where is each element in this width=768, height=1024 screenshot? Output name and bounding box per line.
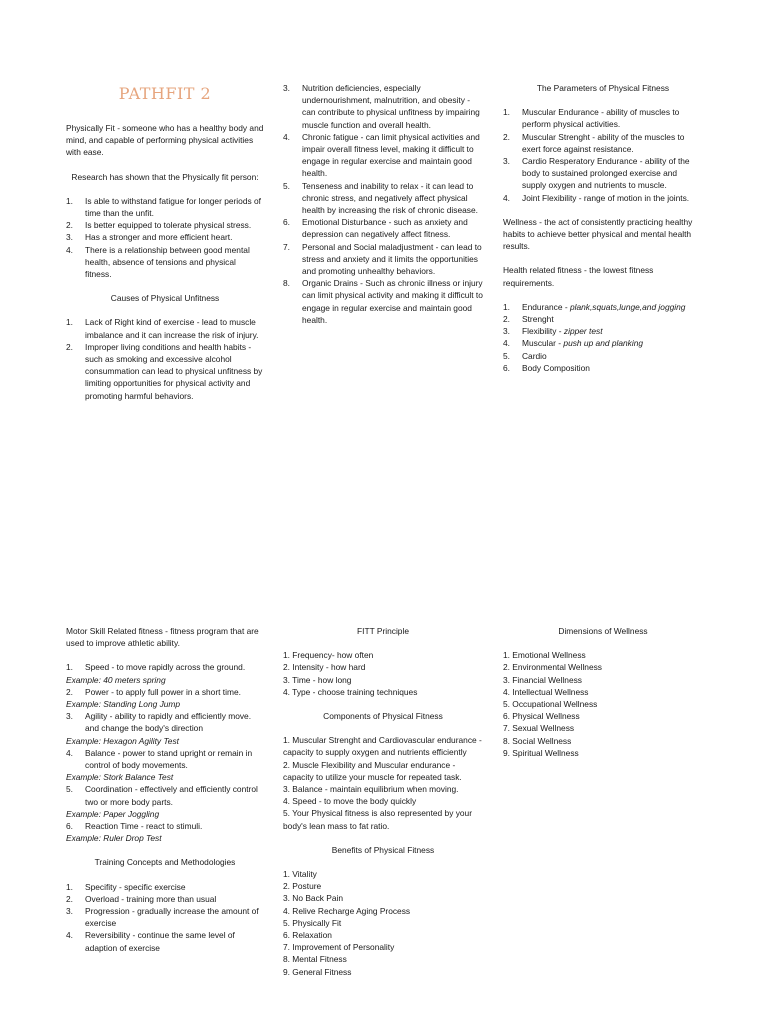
column-1: [66, 84, 264, 402]
motor-skill-list-part: [66, 783, 264, 807]
list-item: 1. Specifity - specific exercise: [66, 881, 186, 892]
list-item: 1. Endurance - plank,squats,lunge,and jogging: [503, 301, 686, 312]
example-text: Example: Ruler Drop Test: [66, 833, 162, 844]
column-4: [66, 625, 264, 954]
list-item: 3. Time - how long: [283, 674, 352, 685]
motor-skill-list-part: [66, 820, 264, 832]
research-heading: Research has shown that the Physically fit person:: [71, 171, 259, 182]
training-list: [66, 881, 264, 954]
list-item: 7. Personal and Social maladjustment - can lead to stress and anxiety and it limits the opportunities and promoting unhealthy behaviors.: [283, 241, 482, 277]
motor-skill-definition: Motor Skill Related fitness - fitness program that are used to improve athletic ability.: [66, 626, 259, 649]
list-item: 2. Strenght: [503, 314, 554, 325]
example-text: Example: Standing Long Jump: [66, 699, 181, 710]
list-item: 4. Reversibility - continue the same level of adaption of exercise: [66, 930, 235, 953]
example-text: Example: Stork Balance Test: [66, 772, 174, 783]
example-text: Example: Paper Joggling: [66, 808, 160, 819]
page-title: PATHFIT 2: [118, 84, 212, 103]
list-item: 2. Overload - training more than usual: [66, 893, 217, 904]
motor-skill-list: [66, 661, 264, 673]
list-item: 5. Cardio: [503, 350, 547, 361]
list-item: 3. Agility - ability to rapidly and efficiently move. and change the body's direction: [66, 711, 252, 734]
column-2: [283, 82, 483, 326]
list-item: 2. Intensity - how hard: [283, 662, 366, 673]
list-item: 2. Muscle Flexibility and Muscular endurance - capacity to utilize your muscle for repeated task.: [283, 759, 462, 782]
list-item: 4. Chronic fatigue - can limit physical activities and impair overall fitness level, making it difficult to engage in regular exercise and maintain good health.: [283, 131, 480, 179]
list-item: 4. Intellectual Wellness: [503, 686, 589, 697]
list-item: 2. Posture: [283, 881, 322, 892]
components-list: [283, 734, 483, 832]
list-item: 1. Muscular Endurance - ability of muscles to perform physical activities.: [503, 107, 680, 130]
list-item: 2. Improper living conditions and health habits - such as smoking and excessive alcohol consummation can lead to physical unfitness by limiting opportunities for physical activity and promoting harmful behaviors.: [66, 341, 263, 401]
health-related-definition: Health related fitness - the lowest fitness requirements.: [503, 265, 654, 288]
list-item: 3. Flexibility - zipper test: [503, 326, 603, 337]
list-item: 2. Power - to apply full power in a short time.: [66, 686, 241, 697]
list-item: 3. Has a stronger and more efficient heart.: [66, 232, 233, 243]
list-item: 1. Lack of Right kind of exercise - lead to muscle imbalance and it can increase the risk of injury.: [66, 317, 259, 340]
motor-skill-list-part: [66, 686, 264, 698]
list-item: 5. Coordination - effectively and efficiently control two or more body parts.: [66, 784, 258, 807]
causes-list: [66, 316, 264, 401]
list-item: 4. Speed - to move the body quickly: [283, 796, 417, 807]
physically-fit-definition: Physically Fit - someone who has a healthy body and mind, and capable of performing physical activities with ease.: [66, 123, 264, 158]
list-item: 6. Body Composition: [503, 362, 590, 373]
example-text: Example: Hexagon Agility Test: [66, 735, 179, 746]
list-item: 7. Sexual Wellness: [503, 723, 575, 734]
parameters-heading: The Parameters of Physical Fitness: [536, 83, 670, 93]
list-item: 4. Relive Recharge Aging Process: [283, 905, 411, 916]
list-item: 6. Emotional Disturbance - such as anxiety and depression can negatively affect fitness.: [283, 217, 468, 240]
list-item: 3. Financial Wellness: [503, 674, 582, 685]
list-item: 8. Social Wellness: [503, 735, 572, 746]
fitt-list: [283, 649, 483, 698]
example-text: Example: 40 meters spring: [66, 674, 166, 685]
list-item: 1. Speed - to move rapidly across the ground.: [66, 662, 246, 673]
list-item: 2. Environmental Wellness: [503, 662, 602, 673]
list-item: 1. Muscular Strenght and Cardiovascular endurance - capacity to supply oxygen and nutrients efficiently: [283, 735, 482, 758]
column-6: [503, 625, 703, 759]
list-item: 4. There is a relationship between good mental health, absence of tensions and physical fitness.: [66, 244, 250, 280]
list-item: 5. Tenseness and inability to relax - it can lead to chronic stress, and negatively affect physical health by increasing the risk of chronic disease.: [283, 180, 478, 216]
list-item: 6. Physical Wellness: [503, 711, 580, 722]
list-item: 1. Is able to withstand fatigue for longer periods of time than the unfit.: [66, 195, 261, 219]
list-item: 4. Balance - power to stand upright or remain in control of body movements.: [66, 747, 253, 771]
list-item: 4. Muscular - push up and planking: [503, 338, 644, 349]
list-item: 4. Type - choose training techniques: [283, 686, 418, 697]
list-item: 6. Relaxation: [283, 930, 332, 941]
list-item: 8. Organic Drains - Such as chronic illness or injury can limit physical activity and making it difficult to engage in regular exercise and maintain good health.: [283, 278, 483, 325]
list-item: 8. Mental Fitness: [283, 954, 347, 965]
parameters-list: [503, 106, 703, 204]
list-item: 6. Reaction Time - react to stimuli.: [66, 821, 203, 832]
research-list: [66, 195, 264, 280]
list-item: 9. General Fitness: [283, 966, 352, 977]
causes-list-continued: [283, 82, 483, 326]
health-related-list: [503, 301, 703, 374]
list-item: 2. Is better equipped to tolerate physical stress.: [66, 220, 252, 231]
list-item: 3. Progression - gradually increase the amount of exercise: [66, 906, 259, 929]
list-item: 2. Muscular Strenght - ability of the muscles to exert force against resistance.: [503, 131, 685, 154]
training-heading: Training Concepts and Methodologies: [94, 857, 236, 868]
benefits-list: [283, 868, 483, 978]
column-3: [503, 82, 703, 374]
list-item: 1. Emotional Wellness: [503, 650, 586, 661]
list-item: 3. No Back Pain: [283, 893, 344, 904]
list-item: 1. Vitality: [283, 869, 317, 880]
list-item: 3. Balance - maintain equilibrium when moving.: [283, 784, 459, 795]
list-item: 5. Physically Fit: [283, 917, 342, 928]
list-item: 9. Spiritual Wellness: [503, 747, 579, 758]
motor-skill-list-part: [66, 747, 264, 771]
list-item: 5. Your Physical fitness is also represented by your body's lean mass to fat ratio.: [283, 808, 473, 831]
dimensions-heading: Dimensions of Wellness: [558, 626, 648, 636]
column-5: [283, 625, 483, 978]
fitt-heading: FITT Principle: [357, 626, 409, 636]
dimensions-list: [503, 649, 703, 759]
causes-heading: Causes of Physical Unfitness: [110, 293, 220, 304]
list-item: 3. Cardio Resperatory Endurance - ability of the body to sustained prolonged exercise and supply oxygen and nutrients to muscle.: [503, 156, 690, 191]
list-item: 4. Joint Flexibility - range of motion in the joints.: [503, 192, 690, 203]
list-item: 7. Improvement of Personality: [283, 942, 395, 953]
components-heading: Components of Physical Fitness: [323, 711, 443, 722]
list-item: 3. Nutrition deficiencies, especially undernourishment, malnutrition, and obesity - can contribute to physical unfitness by impairing muscle function and overall health.: [283, 83, 480, 130]
motor-skill-list-part: [66, 710, 264, 734]
list-item: 1. Frequency- how often: [283, 650, 374, 661]
wellness-definition: Wellness - the act of consistently practicing healthy habits to achieve better physical and mental health results.: [503, 216, 693, 252]
list-item: 5. Occupational Wellness: [503, 699, 598, 710]
benefits-heading: Benefits of Physical Fitness: [331, 844, 435, 855]
